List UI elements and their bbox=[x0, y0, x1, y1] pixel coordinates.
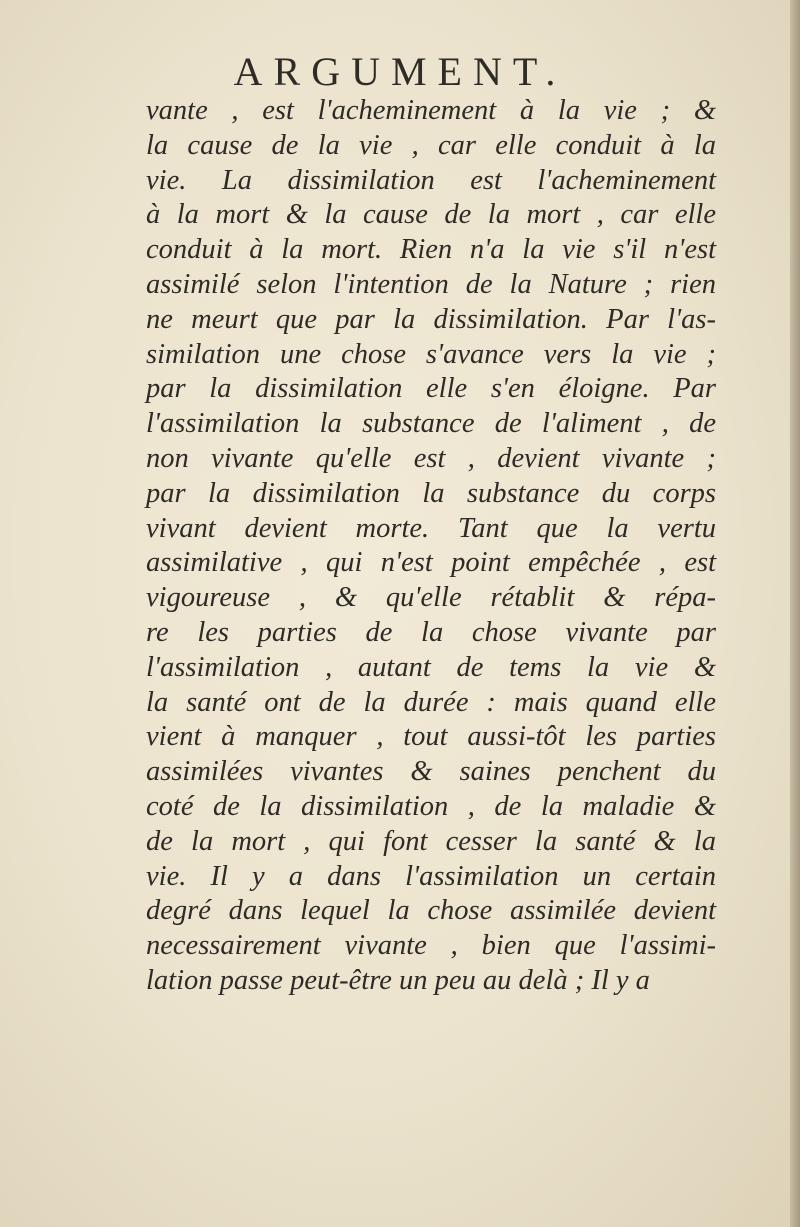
text-line: assimilative , qui n'est point empêchée , est bbox=[146, 547, 716, 579]
body-text bbox=[146, 94, 716, 999]
text-line: de la mort , qui font cesser la santé & la bbox=[146, 825, 716, 857]
text-line: vivant devient morte. Tant que la vertu bbox=[146, 512, 716, 544]
text-line: vie. La dissimilation est l'acheminement bbox=[146, 164, 716, 196]
page-edge bbox=[790, 0, 800, 1227]
text-line: l'assimilation , autant de tems la vie & bbox=[146, 651, 716, 683]
text-line: à la mort & la cause de la mort , car elle bbox=[146, 199, 716, 231]
text-line: ne meurt que par la dissimilation. Par l'as- bbox=[146, 303, 716, 335]
text-line: assimilées vivantes & saines penchent du bbox=[146, 756, 716, 788]
text-line: par la dissimilation elle s'en éloigne. Par bbox=[146, 373, 716, 405]
text-line: lation passe peut-être un peu au delà ; Il y a bbox=[146, 964, 650, 996]
text-line: vie. Il y a dans l'assimilation un certain bbox=[146, 860, 716, 892]
text-line: non vivante qu'elle est , devient vivante ; bbox=[146, 442, 716, 474]
text-line: par la dissimilation la substance du corps bbox=[146, 477, 716, 509]
text-line: vante , est l'acheminement à la vie ; & bbox=[146, 95, 716, 126]
running-header: ARGUMENT. bbox=[233, 49, 567, 94]
text-line: conduit à la mort. Rien n'a la vie s'il n'est bbox=[146, 234, 716, 266]
text-line: necessairement vivante , bien que l'assimi- bbox=[146, 930, 716, 962]
text-line: re les parties de la chose vivante par bbox=[146, 616, 716, 648]
text-line: vigoureuse , & qu'elle rétablit & répa- bbox=[146, 582, 716, 614]
text-line: la cause de la vie , car elle conduit à la bbox=[146, 129, 716, 161]
text-line: similation une chose s'avance vers la vie ; bbox=[146, 338, 716, 370]
text-line: assimilé selon l'intention de la Nature ; rien bbox=[146, 268, 716, 300]
text-line: la santé ont de la durée : mais quand elle bbox=[146, 686, 716, 718]
text-line: l'assimilation la substance de l'aliment , de bbox=[146, 408, 716, 440]
text-line: degré dans lequel la chose assimilée devient bbox=[146, 895, 716, 927]
text-line: coté de la dissimilation , de la maladie & bbox=[146, 790, 716, 822]
text-line: vient à manquer , tout aussi-tôt les parties bbox=[146, 721, 716, 753]
